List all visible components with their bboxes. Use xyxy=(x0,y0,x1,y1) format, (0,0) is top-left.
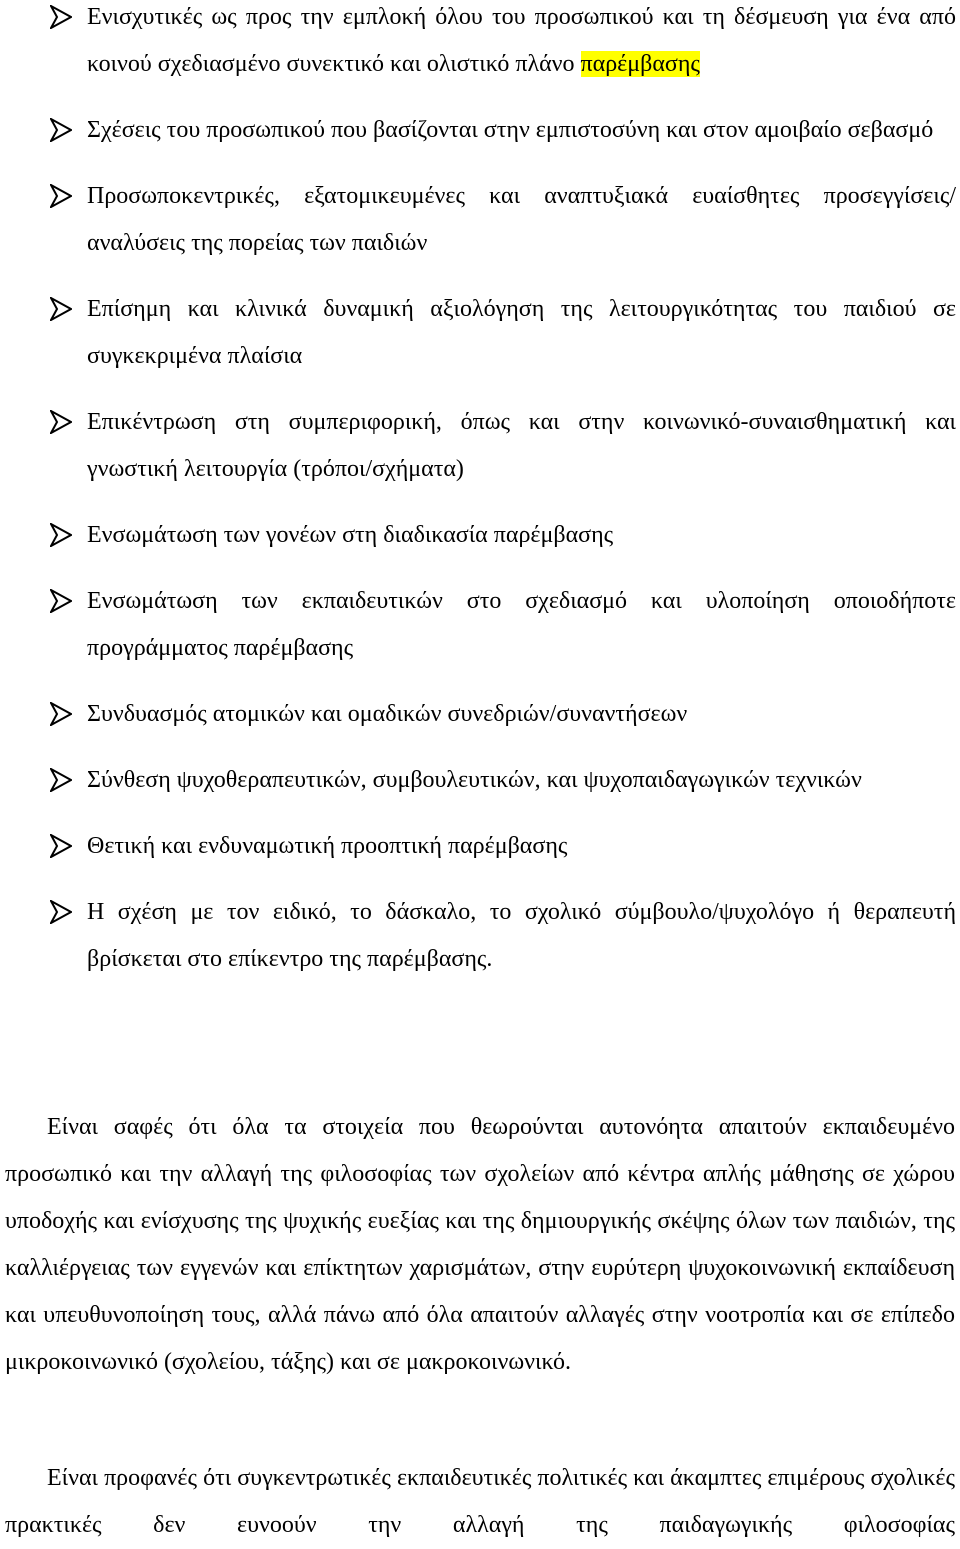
arrowhead-bullet-icon xyxy=(50,5,72,29)
list-item xyxy=(0,691,960,738)
arrowhead-bullet-icon xyxy=(50,768,72,792)
list-item-text: Θετική και ενδυναμωτική προοπτική παρέμβασης xyxy=(87,833,568,859)
list-item xyxy=(0,399,960,493)
body-paragraph: Είναι σαφές ότι όλα τα στοιχεία που θεωρούνται αυτονόητα απαιτούν εκπαιδευμένο προσωπικό και την αλλαγή της φιλοσοφίας των σχολείων από κέντρα απλής μάθησης σε χώρου υποδοχής και ενίσχυσης της ψυχικής ευεξίας και της δημιουργικής σκέψης όλων των παιδιών, της καλλιέργειας των εγγενών και επίκτητων χαρισμάτων, στην ευρύτερη ψυχοκοινωνική εκπαίδευση και υπευθυνοποίηση τους, αλλά πάνω από όλα απαιτούν αλλαγές στην νοοτροπία και σε επίπεδο μικροκοινωνικό (σχολείου, τάξης) και σε μακροκοινωνικό. xyxy=(5,1114,955,1375)
list-item xyxy=(0,823,960,870)
list-item-text: Προσωποκεντρικές, εξατομικευμένες και αναπτυξιακά ευαίσθητες προσεγγίσεις/αναλύσεις της πορείας των παιδιών xyxy=(87,183,956,256)
arrowhead-bullet-icon xyxy=(50,410,72,434)
list-item-text: Σύνθεση ψυχοθεραπευτικών, συμβουλευτικών, και ψυχοπαιδαγωγικών τεχνικών xyxy=(87,767,862,793)
arrowhead-bullet-icon xyxy=(50,900,72,924)
list-item-text: Συνδυασμός ατομικών και ομαδικών συνεδριών/συναντήσεων xyxy=(87,701,688,727)
arrowhead-bullet-icon xyxy=(50,834,72,858)
arrowhead-bullet-icon xyxy=(50,297,72,321)
list-item-text: Ενσωμάτωση των εκπαιδευτικών στο σχεδιασμό και υλοποίηση οποιοδήποτε προγράμματος παρέμβασης xyxy=(87,588,956,661)
list-item xyxy=(0,107,960,154)
body-paragraph-continued xyxy=(5,1455,955,1549)
arrowhead-bullet-icon xyxy=(50,702,72,726)
arrowhead-bullet-icon xyxy=(50,184,72,208)
list-item-text: Ενισχυτικές ως προς την εμπλοκή όλου του προσωπικού και τη δέσμευση για ένα από κοινού σχεδιασμένο συνεκτικό και ολιστικό πλάνο xyxy=(87,4,956,77)
arrowhead-bullet-icon xyxy=(50,589,72,613)
list-item-text: Επίσημη και κλινικά δυναμική αξιολόγηση της λειτουργικότητας του παιδιού σε συγκεκριμένα πλαίσια xyxy=(87,296,956,369)
list-item-text: Επικέντρωση στη συμπεριφορική, όπως και στην κοινωνικό-συναισθηματική και γνωστική λειτουργία (τρόποι/σχήματα) xyxy=(87,409,956,482)
paragraph-text: Είναι προφανές ότι συγκεντρωτικές εκπαιδευτικές πολιτικές και άκαμπτες επιμέρους σχολικές πρακτικές δεν ευνοούν την αλλαγή της παιδαγωγικής φιλοσοφίας xyxy=(5,1465,955,1538)
list-item xyxy=(0,0,960,88)
list-item xyxy=(0,578,960,672)
list-item xyxy=(0,757,960,804)
list-item xyxy=(0,512,960,559)
list-item-text: Σχέσεις του προσωπικού που βασίζονται στην εμπιστοσύνη και στον αμοιβαίο σεβασμό xyxy=(87,117,934,143)
list-item xyxy=(0,286,960,380)
list-item-text: Ενσωμάτωση των γονέων στη διαδικασία παρέμβασης xyxy=(87,522,614,548)
arrowhead-bullet-icon xyxy=(50,118,72,142)
list-item-text: Η σχέση με τον ειδικό, το δάσκαλο, το σχολικό σύμβουλο/ψυχολόγο ή θεραπευτή βρίσκεται στο επίκεντρο της παρέμβασης. xyxy=(87,899,956,972)
highlighted-text: παρέμβασης xyxy=(580,51,700,77)
arrowhead-bullet-icon xyxy=(50,523,72,547)
list-item xyxy=(0,889,960,983)
list-item xyxy=(0,173,960,267)
